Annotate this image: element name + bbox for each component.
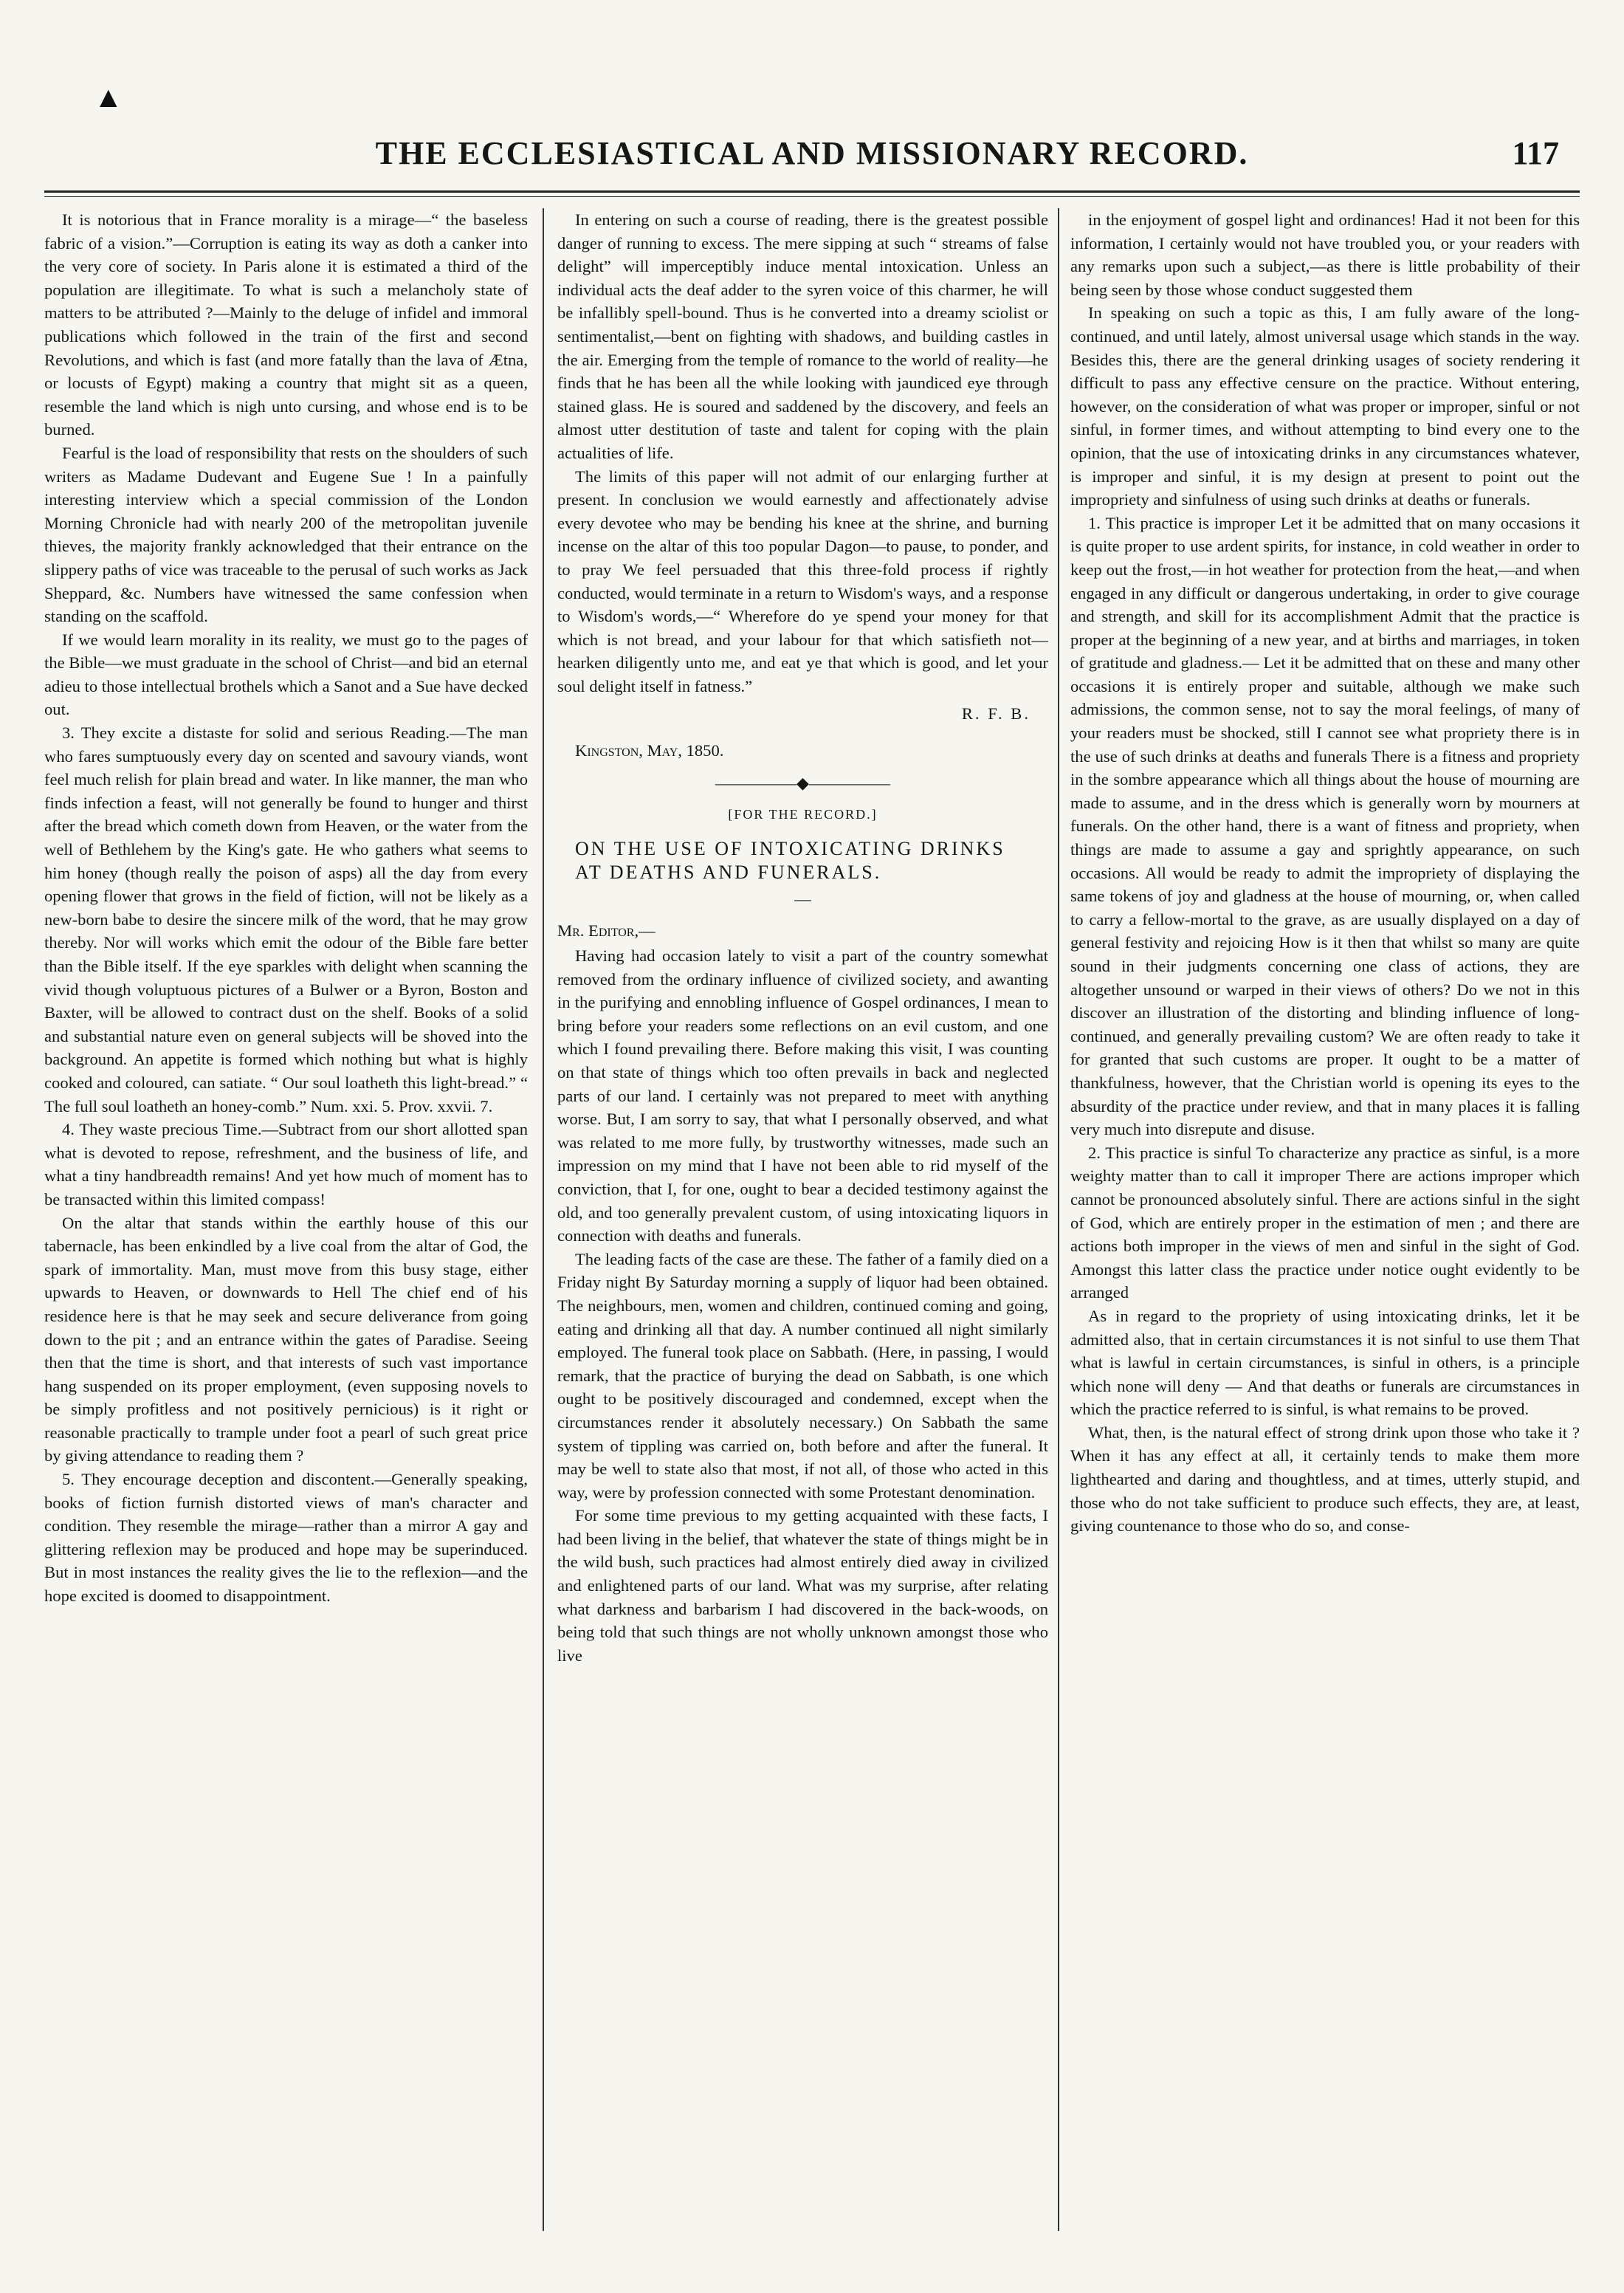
running-title: THE ECCLESIASTICAL AND MISSIONARY RECORD. [375,135,1249,171]
paragraph: If we would learn morality in its reality, we must go to the pages of the Bible—we must graduate in the school of Christ—and bid an eternal adieu to those intellectual brothels which a Sanot and a Sue have decked out. [44,630,528,719]
paragraph: In entering on such a course of reading, there is the greatest possible danger of running to excess. The mere sipping at such “ streams of false delight” will imperceptibly induce mental intoxication. Unless an individual acts the deaf adder to the syren voice of this charmer, he will be infallibly spell-bound. Thus is he converted into a dreamy sciolist or sentimentalist,—bent on fighting with shadows, and building castles in the air. Emerging from the temple of romance to the world of reality—he finds that he has been all the while looking with jaundiced eye through stained glass. He is soured and saddened by the discovery, and feels an almost utter destitution of taste and talent for coping with the plain actualities of life. [557,210,1048,462]
paragraph: Fearful is the load of responsibility that rests on the shoulders of such writers as Madame Dudevant and Eugene Sue ! In a painfully interesting interview which a special commission of the London Morning Chronicle had with nearly 200 of the metropolitan juvenile thieves, the majority frankly acknowledged that their entrance on the slippery paths of vice was traceable to the perusal of such works as Jack Sheppard, &c. Numbers have witnessed the same confession when standing on the scaffold. [44,443,528,626]
paragraph: Having had occasion lately to visit a part of the country somewhat removed from the ordinary influence of civilized society, and awanting in the purifying and ennobling influence of Gospel ordinances, I mean to bring before your readers some reflections on an evil custom, and one which I found prevailing there. Before making this visit, I was counting on that state of things which too often prevails in back and neglected parts of our land. I certainly was not prepared to meet with anything worse. But, I am sorry to say, that what I personally observed, and what was related to me more fully, by trustworthy witnesses, made such an impression on my mind that I have not been able to rid myself of the conviction, that I, for one, ought to bear a decided testimony against the old, and too generally prevalent custom, of using intoxicating liquors in connection with deaths and funerals. [557,946,1048,1245]
salutation: Mr. Editor,— [557,921,656,941]
paragraph: As in regard to the propriety of using intoxicating drinks, let it be admitted also, that in certain circumstances it is not sinful to use them That what is lawful in certain circumstances, is sinful in others, is a principle which none will deny — And that deaths or funerals are circumstances in which the practice referred to is sinful, is what remains to be proved. [1070,1306,1580,1419]
column-divider-1 [543,208,544,2231]
paragraph: 1. This practice is improper Let it be admitted that on many occasions it is quite proper to use ardent spirits, for instance, in cold weather in order to keep out the frost,—in hot weather for protection from the heat,—and when engaged in any difficult or dangerous undertaking, in order to give courage and strength, and skill for its accomplishment Admit that the practice is proper at the beginning of a new year, and at births and marriages, in token of gratitude and gladness.— Let it be admitted that on these and many other occasions it is entirely proper and suitable, although we make such admissions, the common sense, not to say the moral feelings, of many of your readers must be shocked, still I cannot see what propriety there is in the use of such drinks at deaths and funerals There is a fitness and propriety in the sombre appearance which all things about the house of mourning are made to assume, and in the dress which is generally worn by mourners at funerals. On the other hand, there is a want of fitness and propriety, when things are made to assume a gay and sprightly appearance, on such occasions. All would be ready to admit the impropriety of displaying the same tokens of joy and gladness at the house of mourning, or, when called to carry a fellow-mortal to the grave, as are usually displayed on a day of general festivity and rejoicing How is it then that whilst so many are quite sound in their judgments concerning one class of actions, they are altogether unsound or warped in their views of others? Do we not in this discover an illustration of the distorting and blinding influence of long-continued, and generally prevailing custom? We are often ready to take it for granted that such customs are proper. It ought to be a matter of thankfulness, however, that the Christian world is opening its eyes to the absurdity of the practice under review, and that in many places it is falling very much into disrepute and disuse. [1070,513,1580,1139]
article-title: ON THE USE OF INTOXICATING DRINKS AT DEATHS AND FUNERALS. [575,837,1005,883]
paragraph: The limits of this paper will not admit of our enlarging further at present. In conclusion we would earnestly and affectionately advise every devotee who may be bending his knee at the shrine, and burning incense on the altar of this too popular Dagon—to pause, to ponder, and to pray We feel persuaded that this three-fold process if rightly conducted, would terminate in a return to Wisdom's ways, and a response to Wisdom's words,—“ Wherefore do ye spend your money for that which is not bread, and your labour for that which satisfieth not—hearken diligently unto me, and eat ye that which is good, and let your soul delight itself in fatness.” [557,467,1048,695]
column-1 [44,208,528,2231]
author-signature: R. F. B. [961,704,1031,723]
ink-mark: ▲ [94,80,123,114]
page-header [44,124,1580,183]
paragraph: 3. They excite a distaste for solid and serious Reading.—The man who fares sumptuously every day on scented and savoury viands, wont feel much relish for plain bread and water. In like manner, the man who finds infection a feast, will not generally be found to hunger and thirst after the bread which cometh down from Heaven, or the water from the well of Bethlehem by the King's gate. He who gathers what seems to him honey (though really the poison of asps) all the day from every opening flower that grows in the field of fiction, will not be likely as a new-born babe to desire the sincere milk of the word, that he may grow thereby. Nor will works which emit the odour of the Bible fare better than the Bible itself. If the eye sparkles with delight when scanning the vivid though voluptuous pictures of a Bulwer or a Byron, Boston and Baxter, will be allowed to contract dust on the shelf. Books of a solid and substantial nature even on general subjects will be shoved into the background. An appetite is formed which nothing but what is highly cooked and coloured, can satiate. “ Our soul loatheth this light-bread.” “ The full soul loatheth an honey-comb.” Num. xxi. 5. Prov. xxvii. 7. [44,723,528,1115]
column-2 [557,208,1048,2231]
header-rule-bottom [44,196,1580,197]
title-dash: — [794,889,811,908]
column-3 [1070,208,1580,2231]
paragraph: 2. This practice is sinful To characterize any practice as sinful, is a more weighty matter than to call it improper There are actions improper which cannot be pronounced absolutely sinful. There are actions sinful in the sight of God, which are entirely proper in the estimation of men ; and there are actions both improper in the views of men and sinful in the sight of God. Amongst this latter class the practice under notice ought evidently to be arranged [1070,1143,1580,1302]
paragraph: 4. They waste precious Time.—Subtract from our short allotted span what is devoted to repose, refreshment, and the business of life, and what a tiny handbreadth remains! And yet how much of moment has to be transacted within this limited compass! [44,1120,528,1209]
paragraph: in the enjoyment of gospel light and ordinances! Had it not been for this information, I certainly would not have troubled you, or your readers with any remarks upon such a subject,—as there is little probability of their being seen by those whose conduct suggested them [1070,210,1580,299]
paragraph: The leading facts of the case are these. The father of a family died on a Friday night By Saturday morning a supply of liquor had been obtained. The neighbours, men, women and children, continued coming and going, eating and drinking all that day. A number continued all night similarly employed. The funeral took place on Sabbath. (Here, in passing, I would remark, that the practice of burying the dead on Sabbath, is one which ought to be positively discouraged and condemned, except when the circumstances render it absolutely necessary.) On Sabbath the same system of tippling was carried on, both before and after the funeral. It may be well to state also that most, if not all, of those who acted in this way, were by profession connected with some Protestant denomination. [557,1249,1048,1502]
section-divider: —————◆————— [715,773,890,792]
article-byline: [FOR THE RECORD.] [728,807,878,822]
paragraph: In speaking on such a topic as this, I am fully aware of the long-continued, and until lately, almost universal usage which stands in the way. Besides this, there are the general drinking usages of society rendering it difficult to pass any effective censure on the practice. Without entering, however, on the consideration of what was proper or improper, sinful or not sinful, in former times, and without attempting to bind every one to the opinion, that the use of intoxicating drinks in any circumstances whatever, is improper and sinful, it is my design at present to point out the impropriety and sinfulness of using such drinks at deaths or funerals. [1070,303,1580,509]
dateline: Kingston, May, 1850. [575,741,724,760]
column-divider-2 [1058,208,1059,2231]
paragraph: It is notorious that in France morality is a mirage—“ the baseless fabric of a vision.”—Corruption is eating its way as doth a canker into the very core of society. In Paris alone it is estimated a third of the population are illegitimate. To what is such a melancholy state of matters to be attributed ?—Mainly to the deluge of infidel and immoral publications which followed in the train of the first and second Revolutions, and which is fast (and more fatally than the lava of Ætna, or locusts of Egypt) making a country that might sit as a queen, resemble the land which is nigh unto cursing, and whose end is to be burned. [44,210,528,439]
paragraph: On the altar that stands within the earthly house of this our tabernacle, has been enkindled by a live coal from the altar of God, the spark of immortality. Man, must move from this busy stage, either upwards to Heaven, or downwards to Hell The chief end of his residence here is that he may seek and secure deliverance from going down to the pit ; and an entrance within the gates of Paradise. Seeing then that the time is short, and that interests of such vast importance hang suspended on its proper employment, (even supposing novels to be simply profitless and not positively pernicious) is it right or reasonable practically to trample under foot a pearl of such great price by giving attendance to reading them ? [44,1213,528,1465]
paragraph: What, then, is the natural effect of strong drink upon those who take it ? When it has any effect at all, it certainly tends to make them more lighthearted and daring and thoughtless, and at times, utterly stupid, and those who do not take sufficient to produce such effects, they are, at least, giving countenance to those who do so, and conse- [1070,1423,1580,1536]
header-rule-top [44,190,1580,193]
page-number: 117 [1512,135,1559,171]
paragraph: 5. They encourage deception and discontent.—Generally speaking, books of fiction furnish distorted views of man's character and condition. They resemble the mirage—rather than a mirror A gay and glittering reflexion may be produced and hope may be superinduced. But in most instances the reality gives the lie to the reflexion—and the hope excited is doomed to disappointment. [44,1470,528,1606]
paragraph: For some time previous to my getting acquainted with these facts, I had been living in the belief, that whatever the state of things might be in the wild bush, such practices had almost entirely died away in civilized and enlightened parts of our land. What was my surprise, after relating what darkness and barbarism I had discovered in the back-woods, on being told that such things are not wholly unknown amongst those who live [557,1506,1048,1665]
